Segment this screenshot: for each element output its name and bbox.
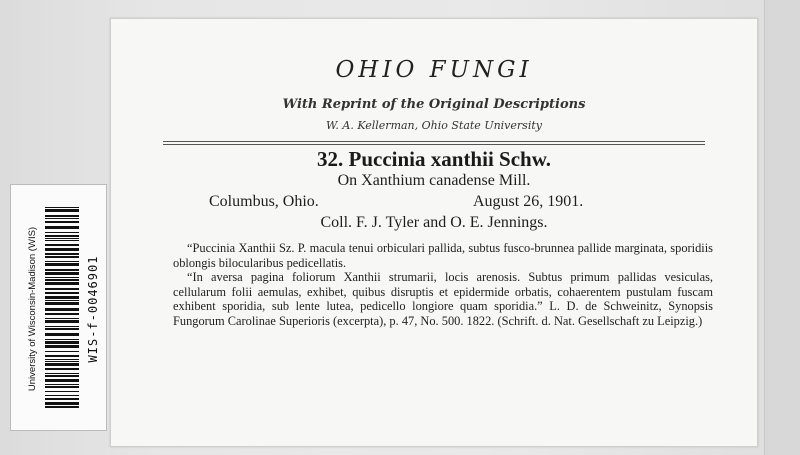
barcode-bar [45,253,79,255]
barcode-bar [45,279,79,281]
double-rule-bottom [163,144,705,145]
barcode-label [10,184,107,431]
barcode-bar [45,215,79,217]
barcode-bar [45,379,79,382]
original-description [173,241,713,329]
barcode-bar [45,308,79,311]
barcode-bar [45,359,79,360]
barcode-bar [45,368,79,370]
barcode-bar [45,209,79,212]
barcode-bar [45,351,79,352]
barcode-bar [45,232,79,233]
label-author: W. A. Kellerman, Ohio State University [326,119,542,132]
barcode-bar [45,288,79,290]
barcode-bar [45,244,79,246]
barcode-bar [45,248,79,251]
barcode-bar [45,318,79,319]
barcode-bar [45,386,79,388]
barcode-bar [45,391,79,392]
barcode-bar [45,261,79,262]
description-paragraph-1: “Puccinia Xanthii Sz. P. macula tenui orbiculari pallida, subtus fusco-brunnea pallide marginata, sporidiis oblongis bilocularibus pedicellatis. [173,241,713,270]
collection-date: August 26, 1901. [473,193,584,210]
barcode-bar [45,240,79,241]
barcode-bar [45,375,79,377]
specimen-label [110,18,758,447]
barcode-bar [45,333,79,336]
description-paragraph-2: “In aversa pagina foliorum Xanthii strumarii, locis arenosis. Subtus primum pallidas vesiculas, cellularum folii aemulas, exhibet, quibus disruptis et epidermide orbatis, cohaerentem pustulam fuscam exhibent sporidia, sub lente lutea, pedicello longiore quam sporidia.” L. D. de Schweinitz, Synopsis Fungorum Carolinae Superioris (excerpta), p. 47, No. 500. 1822. (Schrift. d. Nat. Gesellschaft zu Leipzig.) [173,270,713,328]
barcode-bar [45,341,79,344]
host-plant: On Xanthium canadense Mill. [337,172,531,189]
barcode-bar [45,296,79,299]
barcode-bar [45,272,79,275]
barcode-bar [45,384,79,385]
barcode-bar [45,406,79,408]
barcode-bar [45,238,79,239]
barcode-bar [45,361,79,362]
barcode-bar [45,277,79,278]
double-rule-top [163,141,705,142]
label-subtitle: With Reprint of the Original Descriptions [282,97,586,112]
barcode-bar [45,395,79,396]
barcode-bar [45,402,79,405]
barcode-bar [45,355,79,357]
barcode-bar [45,235,79,237]
barcode-bar [45,292,79,294]
barcode-bar [45,339,79,340]
barcode-bar [45,221,79,223]
barcode-bar [45,282,79,285]
barcode-number: WIS-f-0046901 [86,255,100,363]
barcode-bar [45,263,79,266]
species-heading: 32. Puccinia xanthii Schw. [317,147,551,171]
label-title: OHIO FUNGI [335,57,533,83]
barcode-bar [45,207,79,208]
barcode-bar [45,398,79,400]
barcode-bar [45,256,79,258]
collection-location: Columbus, Ohio. [209,193,319,210]
barcode-bar [45,226,79,229]
barcode-bar [45,326,79,327]
barcode-bar [45,328,79,330]
barcode-bar [45,363,79,366]
barcode-bar [45,313,79,315]
barcode-bar [45,320,79,323]
barcode-bar [45,345,79,348]
barcode-institution: University of Wisconsin-Madison (WIS) [27,226,38,392]
barcode-bar [45,373,79,374]
barcode-bar [45,269,79,271]
barcode-bar [45,302,79,305]
barcode-bars [45,207,79,411]
barcode-bar [45,300,79,301]
collectors: Coll. F. J. Tyler and O. E. Jennings. [320,214,548,231]
barcode-bar [45,218,79,219]
sheet-edge [764,0,800,455]
